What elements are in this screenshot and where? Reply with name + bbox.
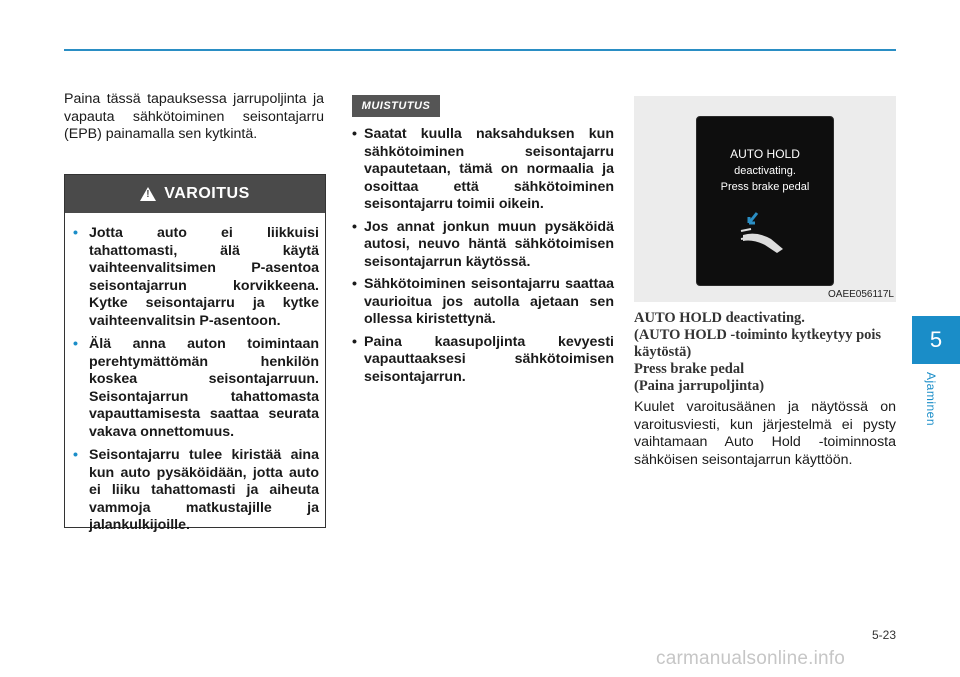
intro-paragraph: Paina tässä tapauksessa jarrupoljinta ja vapauta sähkötoiminen seisontajarru (EPB) painamalla sen kytkintä. (64, 91, 324, 142)
screen-line-3: Press brake pedal (720, 181, 810, 193)
chapter-title (924, 372, 944, 432)
warning-header (65, 175, 325, 213)
note-badge: MUISTUTUS (352, 95, 440, 117)
chapter-number: 5 (929, 327, 943, 352)
brake-pedal-icon (737, 209, 793, 257)
warning-list (65, 213, 325, 535)
caption-line: (Paina jarrupoljinta) (634, 378, 765, 394)
warning-item: • Jotta auto ei liikkuisi tahattomasti, älä käytä vaihteenvalitsimen P-asentoa seisontajarrun korvikkeena. Kytke seisontajarru ja kytke vaihteenvalitsin P-asentoon. (73, 225, 319, 330)
caption-line: (AUTO HOLD -toiminto kytkeytyy pois käytöstä) (634, 327, 882, 360)
note-item: • Saatat kuulla naksahduksen kun sähkötoiminen seisontajarru vapautetaan, tämä on normaalia ja osoittaa että sähkötoiminen seisontajarru toimii oikein. (352, 126, 614, 214)
figure-caption (634, 310, 896, 395)
note-item: • Paina kaasupoljinta kevyesti vapauttaaksesi sähkötoimisen seisontajarrun. (352, 334, 614, 387)
header-rule (64, 49, 896, 51)
caption-line: Press brake pedal (634, 361, 745, 377)
warning-box (64, 174, 326, 533)
chapter-title-text: Ajaminen (924, 372, 938, 427)
note-item: • Jos annat jonkun muun pysäköidä autosi, neuvo häntä sähkötoimisen seisontajarrun käytössä. (352, 219, 614, 272)
page-number: 5-23 (871, 628, 896, 642)
warning-triangle-icon (140, 187, 156, 201)
note-list (352, 126, 614, 391)
warning-item: • Seisontajarru tulee kiristää aina kun auto pysäköidään, jotta auto ei liiku tahattomasti ja aiheuta vammoja matkustajille ja jalankulkijoille. (73, 447, 319, 535)
figure-code: OAEE056117L (828, 289, 894, 300)
cluster-display-figure (634, 96, 896, 302)
caption-line: AUTO HOLD deactivating. (634, 310, 805, 326)
warning-item: • Älä anna auton toimintaan perehtymättömän henkilön koskea seisontajarruun. Seisontajarrun tahattomasta vapauttamisesta saattaa seurata vakava onnettomuus. (73, 336, 319, 441)
cluster-screen (696, 116, 834, 286)
screen-line-1: AUTO HOLD (730, 147, 800, 161)
note-item: • Sähkötoiminen seisontajarru saattaa vaurioitua jos autolla ajetaan sen ollessa kiristettynä. (352, 276, 614, 329)
warning-title: VAROITUS (164, 185, 250, 202)
body-paragraph: Kuulet varoitusäänen ja näytössä on varoitusviesti, kun järjestelmä ei pysty vaihtamaan Auto Hold -toiminnosta sähköisen seisontajarrun käyttöön. (634, 399, 896, 468)
watermark: carmanualsonline.info (656, 648, 846, 669)
screen-line-2: deactivating. (734, 165, 796, 177)
chapter-number-tab (912, 316, 960, 364)
